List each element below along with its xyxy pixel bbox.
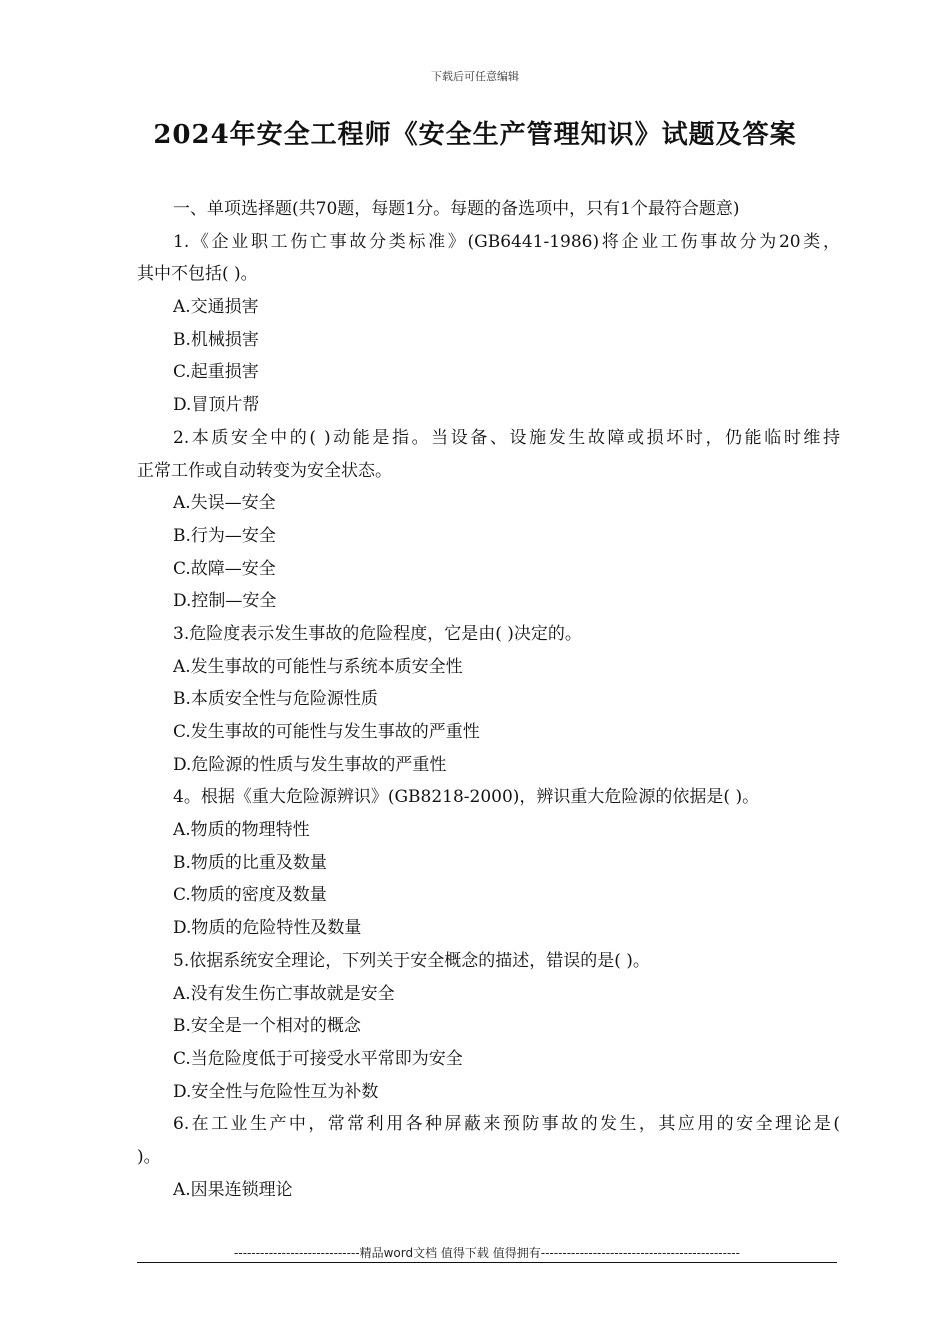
question-5-option-a: A.没有发生伤亡事故就是安全 xyxy=(173,983,395,1004)
question-5-stem: 5.依据系统安全理论，下列关于安全概念的描述，错误的是( )。 xyxy=(173,950,650,971)
footer-divider xyxy=(137,1262,837,1263)
page-footer: -----------------------------精品word文档 值得下载 值得拥有---------------------------------------------- xyxy=(234,1246,740,1260)
question-5-option-c: C.当危险度低于可接受水平常即为安全 xyxy=(173,1048,463,1069)
question-4-stem: 4。根据《重大危险源辨识》(GB8218-2000)，辨识重大危险源的依据是( )。 xyxy=(173,787,760,808)
question-3-option-a: A.发生事故的可能性与系统本质安全性 xyxy=(173,656,463,677)
question-3-option-c: C.发生事故的可能性与发生事故的严重性 xyxy=(173,722,480,742)
question-5-option-d: D.安全性与危险性互为补数 xyxy=(173,1081,379,1102)
page-header: 下载后可任意编辑 xyxy=(431,70,519,83)
question-2-option-a: A.失误—安全 xyxy=(173,493,276,514)
question-1-option-b: B.机械损害 xyxy=(173,329,259,350)
question-1-stem: 1.《企业职工伤亡事故分类标准》(GB6441-1986)将企业工伤事故分为20类， xyxy=(173,231,840,252)
question-6-stem-cont: )。 xyxy=(137,1146,161,1167)
document-title: 2024年安全工程师《安全生产管理知识》试题及答案 xyxy=(153,120,797,150)
question-3-option-d: D.危险源的性质与发生事故的严重性 xyxy=(173,754,447,775)
question-6-stem: 6.在工业生产中，常常利用各种屏蔽来预防事故的发生，其应用的安全理论是( xyxy=(173,1114,840,1135)
question-5-option-b: B.安全是一个相对的概念 xyxy=(173,1016,361,1037)
question-4-option-b: B.物质的比重及数量 xyxy=(173,852,327,873)
question-1-option-d: D.冒顶片帮 xyxy=(173,395,260,416)
document-body xyxy=(137,193,840,1206)
question-2-stem: 2.本质安全中的( )动能是指。当设备、设施发生故障或损坏时，仍能临时维持 xyxy=(173,427,840,448)
question-1-option-a: A.交通损害 xyxy=(173,297,259,318)
question-6-option-a: A.因果连锁理论 xyxy=(173,1179,293,1200)
question-1-option-c: C.起重损害 xyxy=(173,362,259,383)
question-4-option-d: D.物质的危险特性及数量 xyxy=(173,918,362,939)
question-4-option-c: C.物质的密度及数量 xyxy=(173,885,327,906)
question-2-option-d: D.控制—安全 xyxy=(173,591,277,612)
question-1-stem-cont: 其中不包括( )。 xyxy=(137,264,258,285)
question-3-stem: 3.危险度表示发生事故的危险程度，它是由( )决定的。 xyxy=(173,623,582,644)
question-2-option-b: B.行为—安全 xyxy=(173,525,276,546)
section-heading: 一、单项选择题(共70题，每题1分。每题的备选项中，只有1个最符合题意) xyxy=(173,199,740,219)
question-2-option-c: C.故障—安全 xyxy=(173,558,276,579)
question-2-stem-cont: 正常工作或自动转变为安全状态。 xyxy=(137,460,392,481)
question-4-option-a: A.物质的物理特性 xyxy=(173,820,310,841)
question-3-option-b: B.本质安全性与危险源性质 xyxy=(173,689,378,710)
